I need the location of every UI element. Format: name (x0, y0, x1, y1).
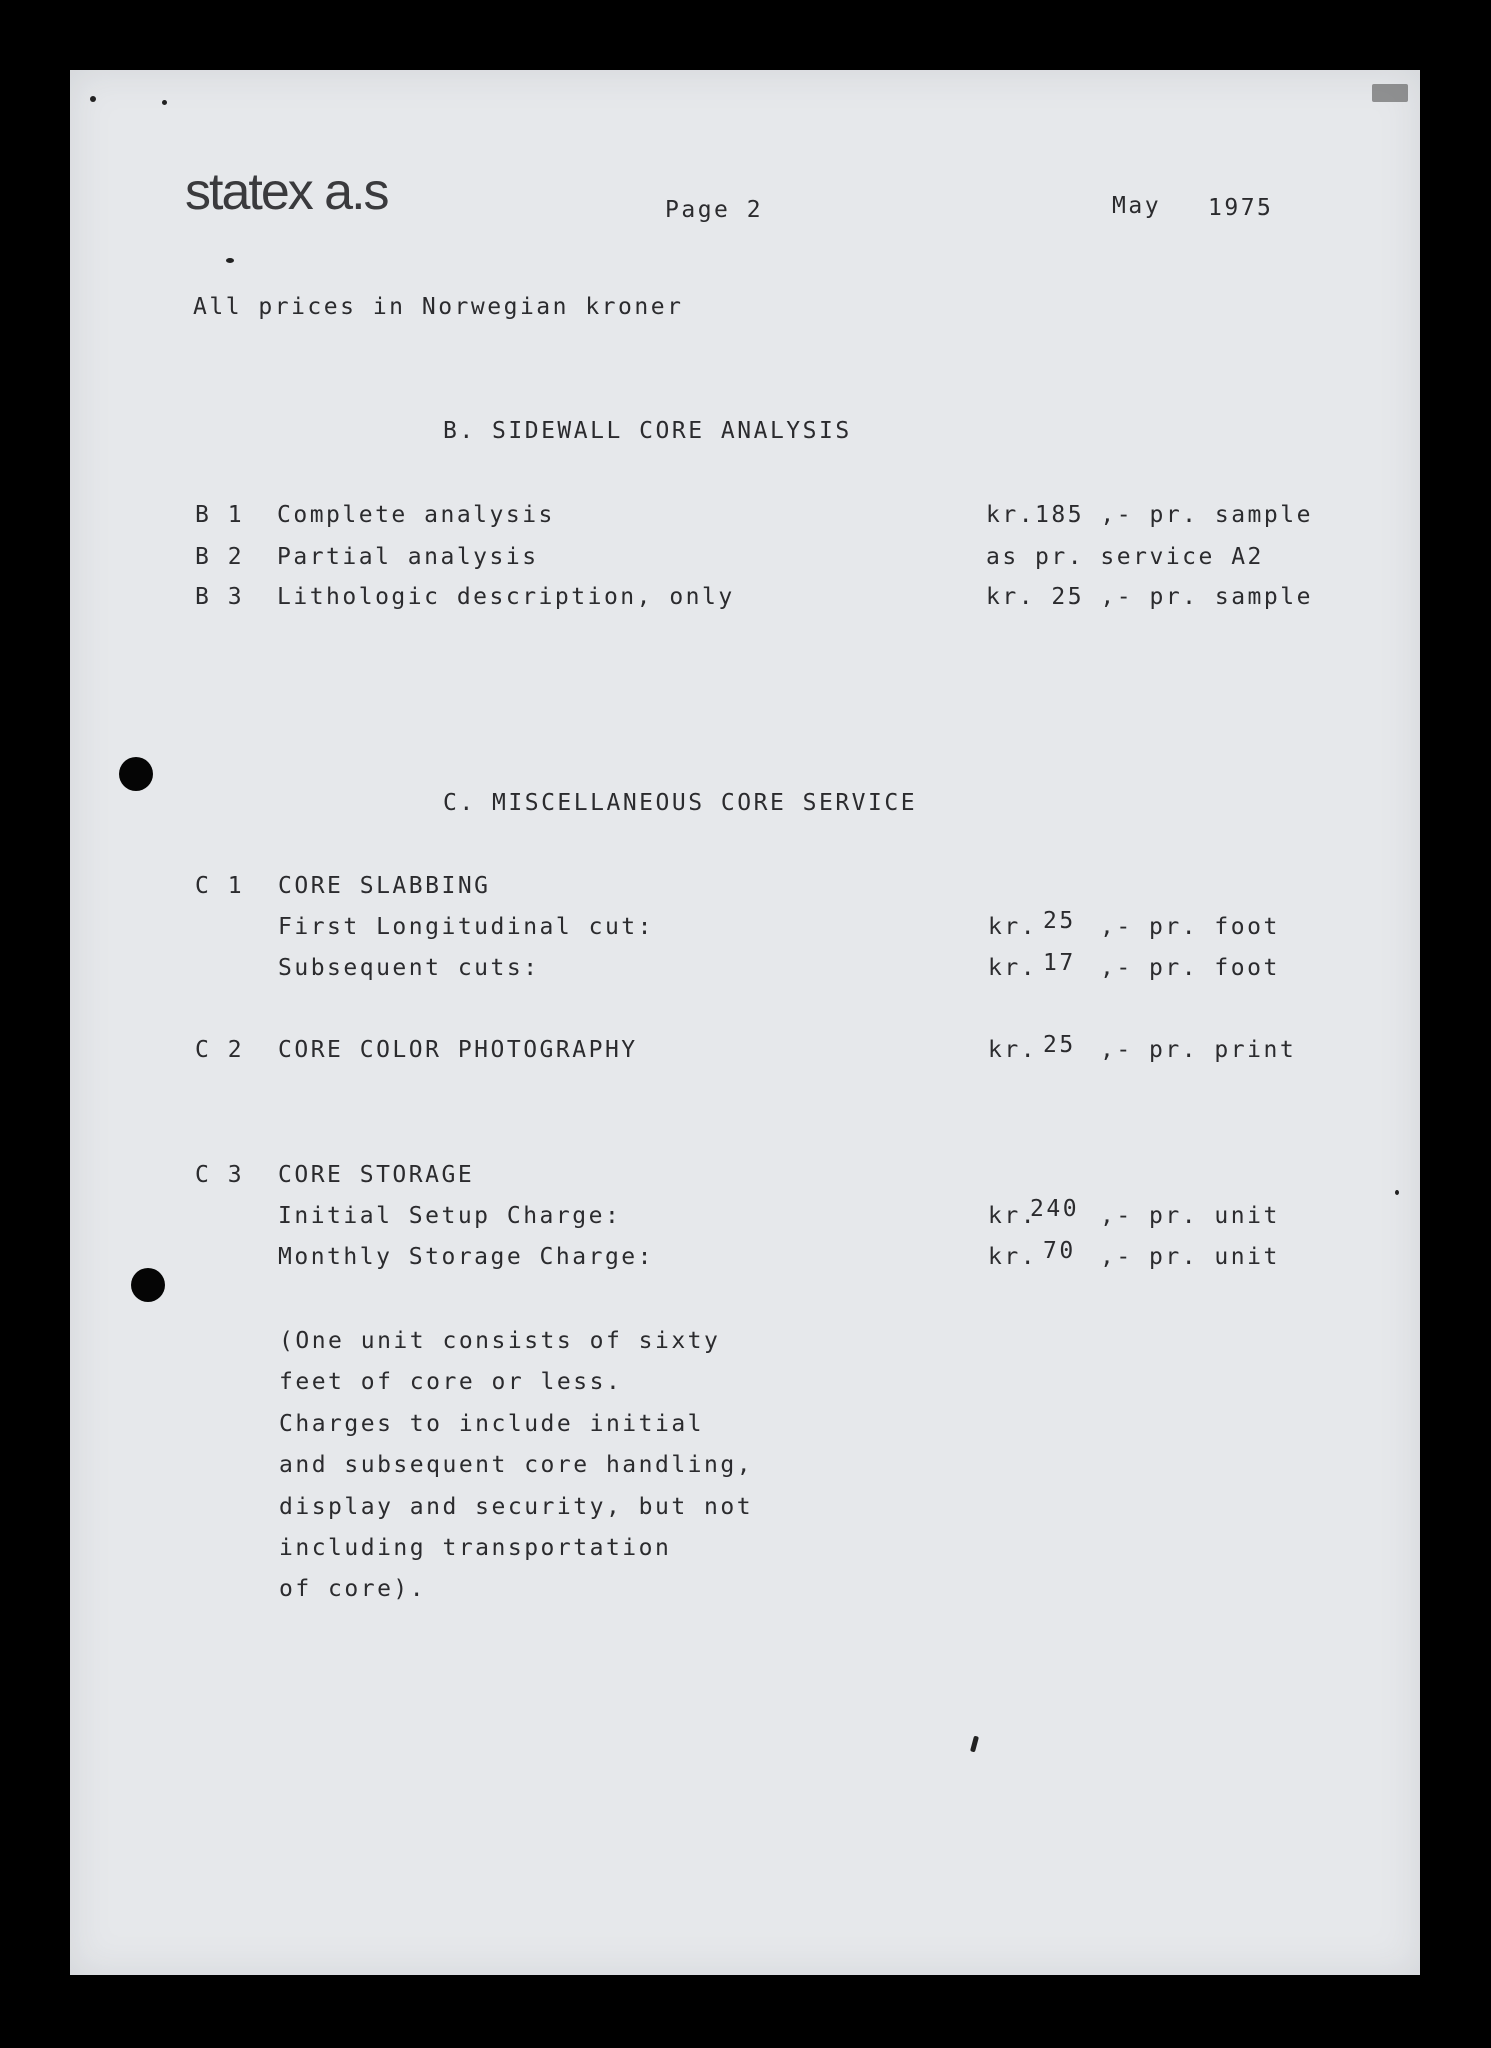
price-kr: kr. (988, 1203, 1038, 1229)
price-unit: ,- pr. print (1100, 1037, 1297, 1063)
price-unit: ,- pr. foot (1100, 914, 1280, 940)
note-line: (One unit consists of sixty (279, 1328, 721, 1354)
item-label: Partial analysis (277, 544, 539, 570)
section-b-heading: B. SIDEWALL CORE ANALYSIS (443, 418, 852, 444)
punch-hole-upper (119, 757, 153, 791)
price-unit: ,- pr. unit (1100, 1244, 1280, 1270)
item-code: B 1 (195, 502, 245, 528)
item-title: CORE COLOR PHOTOGRAPHY (278, 1037, 638, 1063)
speck (90, 96, 96, 102)
item-label: Complete analysis (277, 502, 555, 528)
price-amount: 70 (1043, 1238, 1076, 1264)
company-logo: statex a.s (185, 163, 388, 221)
price-amount: 240 (1030, 1196, 1080, 1222)
price-kr: kr. (988, 1244, 1038, 1270)
price-amount: 25 (1043, 1032, 1076, 1058)
section-c-heading: C. MISCELLANEOUS CORE SERVICE (443, 790, 918, 816)
row-label: Monthly Storage Charge: (278, 1244, 654, 1270)
item-code: B 3 (195, 584, 245, 610)
speck (1395, 1190, 1399, 1195)
price-kr: kr. (988, 914, 1038, 940)
item-price: as pr. service A2 (986, 544, 1264, 570)
item-label: Lithologic description, only (277, 584, 735, 610)
speck (162, 100, 167, 105)
note-line: feet of core or less. (279, 1369, 623, 1395)
item-price: kr.185 ,- pr. sample (986, 502, 1313, 528)
speck (1372, 84, 1408, 102)
row-label: Initial Setup Charge: (278, 1203, 622, 1229)
punch-hole-lower (131, 1268, 165, 1302)
row-label: First Longitudinal cut: (278, 914, 654, 940)
note-line: including transportation (279, 1535, 672, 1561)
item-code: C 1 (195, 873, 245, 899)
item-title: CORE SLABBING (278, 873, 491, 899)
date-year: 1975 (1208, 195, 1274, 221)
price-amount: 17 (1043, 950, 1076, 976)
price-amount: 25 (1043, 908, 1076, 934)
document-page (70, 70, 1420, 1975)
note-line: display and security, but not (279, 1494, 754, 1520)
item-code: C 2 (195, 1037, 245, 1063)
speck (226, 258, 234, 263)
price-unit: ,- pr. foot (1100, 955, 1280, 981)
item-price: kr. 25 ,- pr. sample (986, 584, 1313, 610)
date-month: May (1112, 193, 1162, 219)
item-title: CORE STORAGE (278, 1162, 475, 1188)
note-line: of core). (279, 1576, 427, 1602)
row-label: Subsequent cuts: (278, 955, 540, 981)
price-currency-note: All prices in Norwegian kroner (193, 294, 684, 320)
price-unit: ,- pr. unit (1100, 1203, 1280, 1229)
page-number: Page 2 (665, 197, 764, 223)
note-line: and subsequent core handling, (279, 1452, 754, 1478)
item-code: C 3 (195, 1162, 245, 1188)
item-code: B 2 (195, 544, 245, 570)
price-kr: kr. (988, 955, 1038, 981)
price-kr: kr. (988, 1037, 1038, 1063)
note-line: Charges to include initial (279, 1411, 705, 1437)
